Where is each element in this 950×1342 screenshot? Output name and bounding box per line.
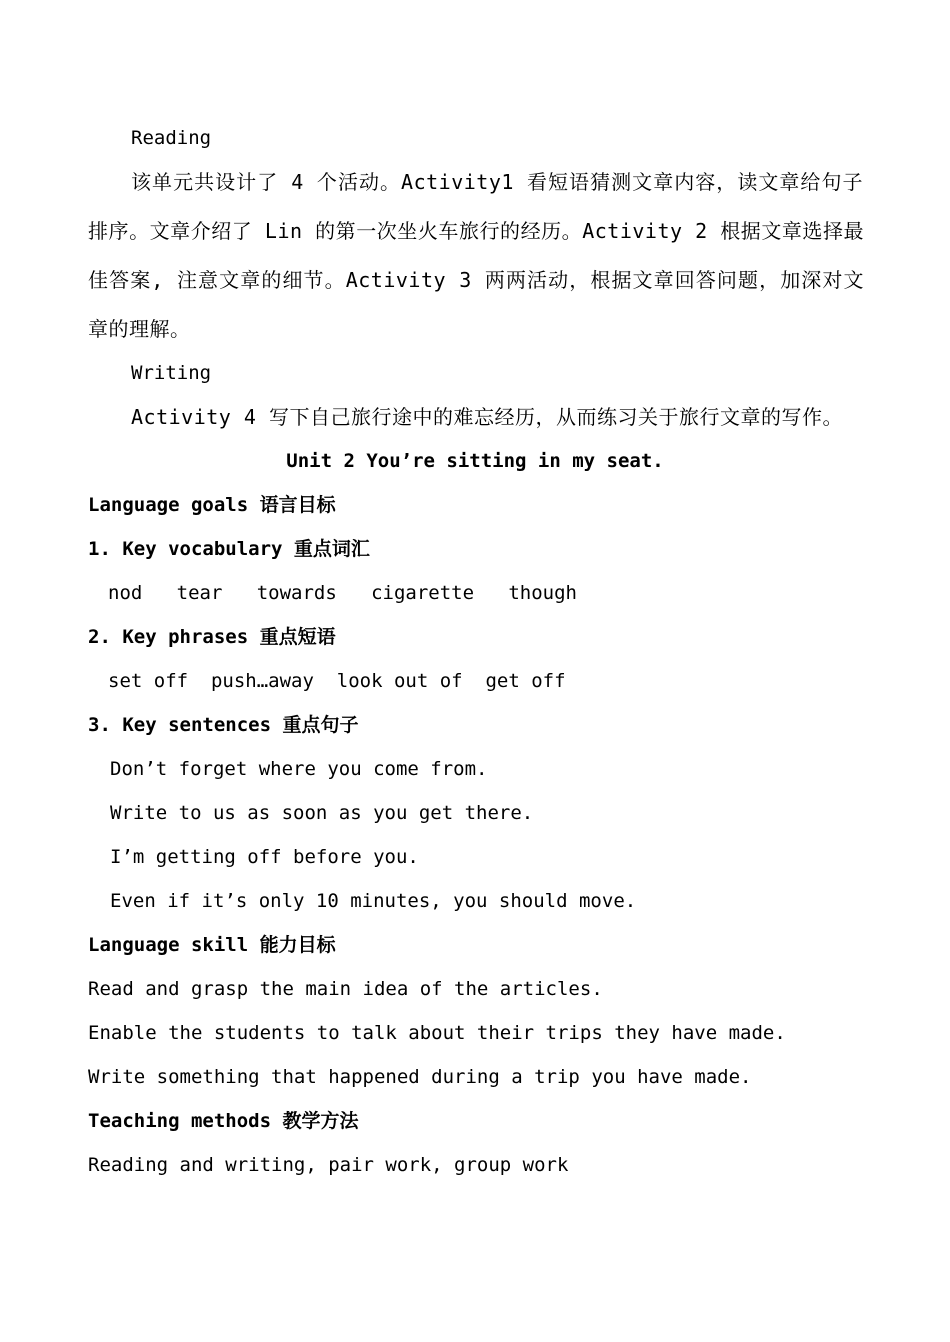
- key-vocabulary-heading: 1. Key vocabulary 重点词汇: [88, 538, 370, 560]
- language-skill-item: Read and grasp the main idea of the articles.: [88, 978, 603, 1000]
- unit-title: Unit 2 You’re sitting in my seat.: [286, 450, 664, 472]
- language-goals-heading: Language goals 语言目标: [88, 494, 336, 516]
- language-skill-item: Enable the students to talk about their trips they have made.: [88, 1022, 786, 1044]
- language-skill-item: Write something that happened during a trip you have made.: [88, 1066, 752, 1088]
- reading-paragraph-line-1: 该单元共设计了 4 个活动。Activity1 看短语猜测文章内容，读文章给句子: [131, 170, 863, 194]
- key-phrases-heading: 2. Key phrases 重点短语: [88, 626, 336, 648]
- key-sentence: I’m getting off before you.: [110, 846, 419, 868]
- key-vocabulary-items: nod tear towards cigarette though: [108, 582, 577, 604]
- reading-paragraph-line-4: 章的理解。: [88, 317, 191, 341]
- language-skill-heading: Language skill 能力目标: [88, 934, 336, 956]
- key-sentence: Write to us as soon as you get there.: [110, 802, 534, 824]
- key-sentence: Don’t forget where you come from.: [110, 758, 488, 780]
- teaching-methods-heading: Teaching methods 教学方法: [88, 1110, 359, 1132]
- key-sentences-heading: 3. Key sentences 重点句子: [88, 714, 359, 736]
- key-sentence: Even if it’s only 10 minutes, you should move.: [110, 890, 637, 912]
- reading-heading: Reading: [131, 127, 212, 149]
- key-phrases-items: set off push…away look out of get off: [108, 670, 566, 692]
- reading-paragraph-line-3: 佳答案, 注意文章的细节。Activity 3 两两活动，根据文章回答问题，加深对文: [88, 268, 864, 292]
- writing-activity-text: Activity 4 写下自己旅行途中的难忘经历，从而练习关于旅行文章的写作。: [131, 405, 843, 429]
- teaching-methods-text: Reading and writing, pair work, group work: [88, 1154, 569, 1176]
- reading-paragraph-line-2: 排序。文章介绍了 Lin 的第一次坐火车旅行的经历。Activity 2 根据文章选择最: [88, 219, 864, 243]
- writing-heading: Writing: [131, 362, 212, 384]
